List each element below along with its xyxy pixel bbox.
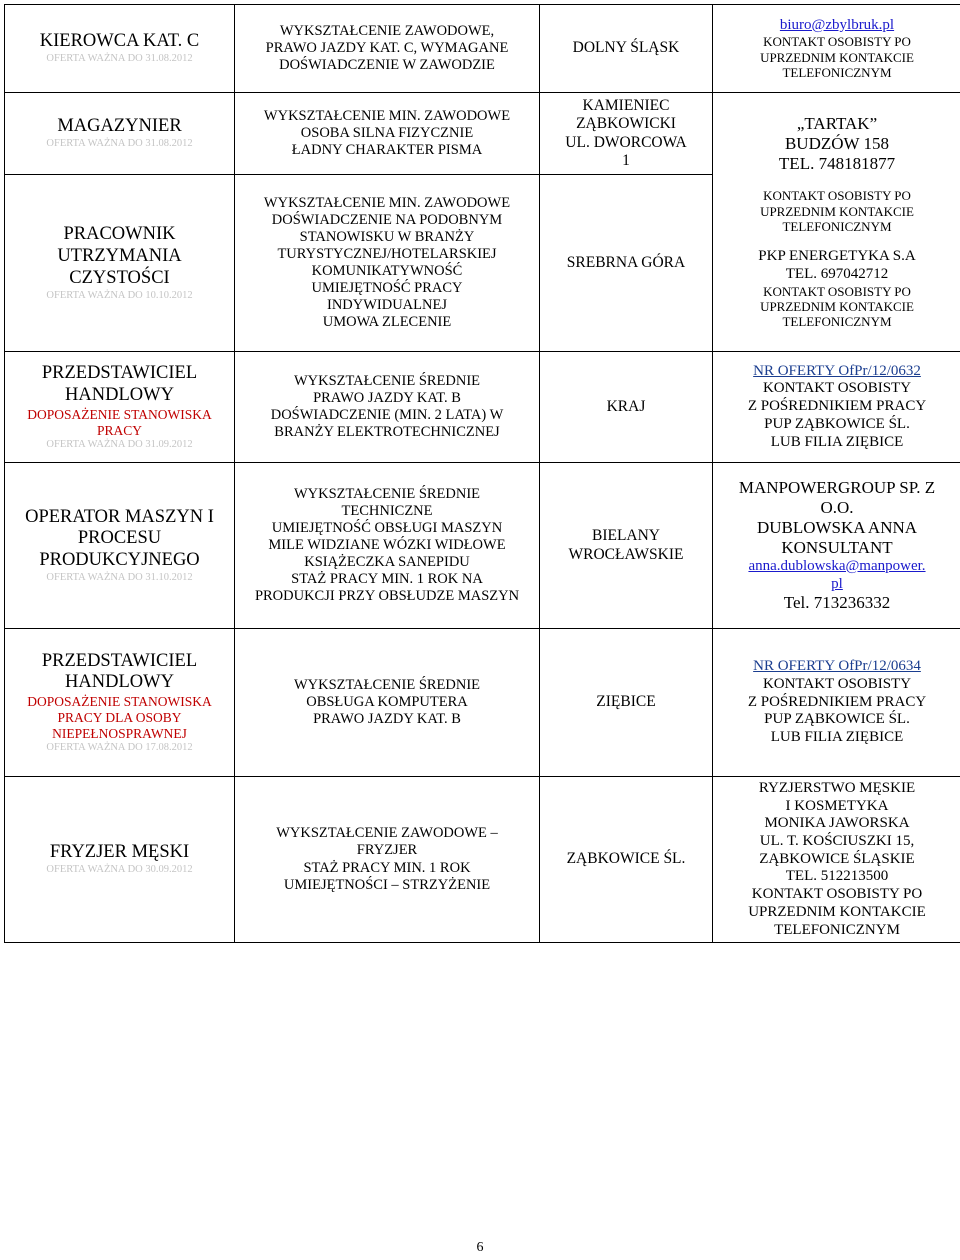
requirements-cell bbox=[235, 463, 540, 629]
contact-line: TELEFONICZNYM bbox=[782, 314, 892, 330]
location-line: 1 bbox=[622, 151, 630, 169]
offer-validity: OFERTA WAŻNA DO 17.08.2012 bbox=[46, 742, 193, 754]
contact-line: UPRZEDNIM KONTAKCIE bbox=[760, 49, 914, 65]
location-line: ZIĘBICE bbox=[596, 693, 656, 711]
contact-line: KONTAKT OSOBISTY PO bbox=[763, 188, 911, 204]
offer-validity: OFERTA WAŻNA DO 30.09.2012 bbox=[46, 864, 193, 876]
offer-number: NR OFERTY OfPr/12/0632 bbox=[753, 362, 921, 379]
contact-line: TELEFONICZNYM bbox=[774, 921, 900, 938]
job-position: FRYZJER MĘSKI bbox=[49, 842, 190, 863]
contact-line: ZĄBKOWICE ŚLĄSKIE bbox=[759, 850, 915, 867]
requirement-line: TURYSTYCZNEJ/HOTELARSKIEJ bbox=[277, 245, 497, 262]
location-line: UL. DWORCOWA bbox=[565, 133, 687, 151]
requirements-cell bbox=[235, 5, 540, 93]
requirement-line: PRAWO JAZDY KAT. B bbox=[313, 711, 461, 728]
requirements-cell bbox=[235, 93, 540, 175]
job-position: OPERATOR MASZYN I PROCESU PRODUKCYJNEGO bbox=[25, 506, 214, 571]
location-line: WROCŁAWSKIE bbox=[568, 545, 684, 563]
job-title-cell bbox=[5, 777, 235, 943]
contact-line: TEL. 697042712 bbox=[785, 266, 889, 283]
requirement-line: DOŚWIADCZENIE (MIN. 2 LATA) W bbox=[270, 407, 504, 423]
job-title-cell bbox=[5, 463, 235, 629]
requirement-line: STAŻ PRACY MIN. 1 ROK NA bbox=[291, 571, 483, 588]
job-position: PRACOWNIK UTRZYMANIA CZYSTOŚCI bbox=[57, 224, 182, 288]
requirement-line: UMIEJĘTNOŚĆ PRACY bbox=[311, 280, 463, 297]
table-row bbox=[5, 463, 960, 629]
contact-line: Z POŚREDNIKIEM PRACY bbox=[747, 398, 927, 415]
requirement-line: KOMUNIKATYWNOŚĆ bbox=[311, 263, 463, 279]
job-offers-body bbox=[5, 5, 960, 943]
contact-line: TEL. 512213500 bbox=[785, 868, 889, 885]
contact-line: BUDZÓW 158 bbox=[784, 134, 890, 154]
requirement-line: KSIĄŻECZKA SANEPIDU bbox=[304, 554, 470, 571]
contact-line: KONTAKT OSOBISTY PO bbox=[763, 34, 911, 50]
location-cell bbox=[540, 5, 713, 93]
table-row bbox=[5, 777, 960, 943]
offer-validity: OFERTA WAŻNA DO 31.08.2012 bbox=[46, 53, 193, 65]
job-subsidy-note: DOPOSAŻENIE STANOWISKA PRACY bbox=[27, 406, 212, 438]
requirement-line: STANOWISKU W BRANŻY bbox=[299, 228, 475, 245]
offer-validity: OFERTA WAŻNA DO 31.10.2012 bbox=[46, 572, 193, 584]
contact-cell bbox=[713, 463, 960, 629]
location-cell bbox=[540, 93, 713, 175]
contact-line: MONIKA JAWORSKA bbox=[764, 815, 910, 832]
requirement-line: PRAWO JAZDY KAT. C, WYMAGANE bbox=[265, 39, 509, 56]
location-line: BIELANY bbox=[591, 527, 661, 545]
requirement-line: OBSŁUGA KOMPUTERA bbox=[306, 693, 468, 710]
requirement-line: DOŚWIADCZENIE W ZAWODZIE bbox=[279, 57, 495, 74]
contact-line: KONTAKT OSOBISTY PO bbox=[751, 886, 923, 903]
contact-cell bbox=[713, 629, 960, 777]
contact-line: KONTAKT OSOBISTY bbox=[762, 675, 912, 692]
contact-line: TELEFONICZNYM bbox=[782, 219, 892, 235]
contact-spacer bbox=[718, 234, 956, 248]
location-line: SREBRNA GÓRA bbox=[566, 253, 686, 271]
table-row bbox=[5, 5, 960, 93]
contact-line: TEL. 748181877 bbox=[778, 154, 896, 174]
table-row bbox=[5, 629, 960, 777]
offer-validity: OFERTA WAŻNA DO 31.08.2012 bbox=[46, 138, 193, 150]
contact-line: LUB FILIA ZIĘBICE bbox=[770, 433, 904, 450]
requirements-cell bbox=[235, 352, 540, 463]
requirement-line: WYKSZTAŁCENIE ZAWODOWE – bbox=[276, 825, 498, 842]
contact-cell bbox=[713, 93, 960, 352]
location-cell bbox=[540, 175, 713, 352]
contact-email-link[interactable]: pl bbox=[831, 575, 843, 592]
location-line: DOLNY ŚLĄSK bbox=[572, 39, 680, 57]
requirement-line: TECHNICZNE bbox=[341, 502, 433, 519]
contact-line: LUB FILIA ZIĘBICE bbox=[770, 729, 904, 746]
requirement-line: MILE WIDZIANE WÓZKI WIDŁOWE bbox=[268, 536, 506, 553]
location-cell bbox=[540, 629, 713, 777]
job-title-cell bbox=[5, 93, 235, 175]
requirement-line: BRANŻY ELEKTROTECHNICZNEJ bbox=[274, 424, 500, 441]
contact-line: UL. T. KOŚCIUSZKI 15, bbox=[759, 833, 915, 850]
requirement-line: ŁADNY CHARAKTER PISMA bbox=[291, 142, 483, 159]
requirement-line: UMIEJĘTNOŚĆ OBSŁUGI MASZYN bbox=[271, 519, 503, 536]
job-title-cell bbox=[5, 175, 235, 352]
location-line: KRAJ bbox=[606, 397, 646, 415]
requirement-line: WYKSZTAŁCENIE MIN. ZAWODOWE bbox=[263, 194, 511, 211]
requirement-line: UMOWA ZLECENIE bbox=[322, 314, 452, 331]
contact-line: „TARTAK” bbox=[796, 114, 878, 134]
location-cell bbox=[540, 777, 713, 943]
contact-cell bbox=[713, 352, 960, 463]
location-line: ZĄBKOWICE ŚL. bbox=[566, 850, 686, 868]
contact-line: MANPOWERGROUP SP. Z bbox=[738, 477, 936, 497]
contact-line: TELEFONICZNYM bbox=[782, 65, 892, 80]
job-offers-table bbox=[4, 4, 960, 943]
job-title-cell bbox=[5, 629, 235, 777]
requirement-line: PRODUKCJI PRZY OBSŁUDZE MASZYN bbox=[254, 588, 520, 605]
job-position: KIEROWCA KAT. C bbox=[39, 31, 200, 52]
contact-line: PUP ZĄBKOWICE ŚL. bbox=[764, 711, 910, 728]
requirement-line: FRYZJER bbox=[356, 842, 418, 859]
requirement-line: PRAWO JAZDY KAT. B bbox=[313, 389, 461, 406]
offer-number: NR OFERTY OfPr/12/0634 bbox=[753, 658, 921, 675]
contact-line: KONSULTANT bbox=[781, 537, 893, 557]
table-row bbox=[5, 93, 960, 175]
contact-spacer bbox=[718, 174, 956, 188]
contact-line: PKP ENERGETYKA S.A bbox=[758, 248, 916, 265]
requirement-line: WYKSZTAŁCENIE ŚREDNIE bbox=[293, 372, 481, 389]
contact-cell bbox=[713, 777, 960, 943]
location-line: KAMIENIEC bbox=[582, 96, 670, 114]
requirement-line: WYKSZTAŁCENIE ŚREDNIE bbox=[293, 485, 481, 502]
requirement-line: WYKSZTAŁCENIE MIN. ZAWODOWE bbox=[263, 107, 511, 124]
contact-line: UPRZEDNIM KONTAKCIE bbox=[760, 299, 914, 315]
location-line: ZĄBKOWICKI bbox=[576, 115, 676, 133]
job-position: PRZEDSTAWICIEL HANDLOWY bbox=[41, 363, 198, 405]
contact-email-link[interactable]: biuro@zbylbruk.pl bbox=[779, 16, 895, 33]
contact-line: DUBLOWSKA ANNA bbox=[756, 517, 918, 537]
requirement-line: DOŚWIADCZENIE NA PODOBNYM bbox=[271, 211, 503, 228]
page-number: 6 bbox=[476, 1240, 484, 1255]
contact-line: UPRZEDNIM KONTAKCIE bbox=[748, 903, 926, 920]
requirement-line: STAŻ PRACY MIN. 1 ROK bbox=[303, 859, 471, 876]
job-position: MAGAZYNIER bbox=[57, 116, 182, 137]
contact-cell bbox=[713, 5, 960, 93]
requirement-line: WYKSZTAŁCENIE ŚREDNIE bbox=[293, 676, 481, 693]
contact-email-link[interactable]: anna.dublowska@manpower. bbox=[748, 557, 926, 574]
offer-validity: OFERTA WAŻNA DO 31.09.2012 bbox=[46, 438, 193, 450]
job-title-cell bbox=[5, 352, 235, 463]
requirement-line: WYKSZTAŁCENIE ZAWODOWE, bbox=[279, 22, 495, 39]
contact-line: KONTAKT OSOBISTY bbox=[762, 380, 912, 397]
contact-line: I KOSMETYKA bbox=[785, 797, 889, 814]
job-position: PRZEDSTAWICIEL HANDLOWY bbox=[41, 650, 198, 693]
offer-validity: OFERTA WAŻNA DO 10.10.2012 bbox=[46, 289, 193, 301]
requirement-line: UMIEJĘTNOŚCI – STRZYŻENIE bbox=[283, 876, 491, 893]
contact-line: O.O. bbox=[820, 497, 854, 517]
contact-line: Tel. 713236332 bbox=[783, 593, 891, 613]
requirement-line: INDYWIDUALNEJ bbox=[326, 297, 447, 314]
requirement-line: OSOBA SILNA FIZYCZNIE bbox=[300, 124, 474, 141]
contact-line: Z POŚREDNIKIEM PRACY bbox=[747, 693, 927, 710]
requirements-cell bbox=[235, 175, 540, 352]
contact-line: UPRZEDNIM KONTAKCIE bbox=[760, 203, 914, 219]
location-cell bbox=[540, 463, 713, 629]
contact-line: PUP ZĄBKOWICE ŚL. bbox=[764, 415, 910, 432]
job-subsidy-note: DOPOSAŻENIE STANOWISKA PRACY DLA OSOBY NIEPEŁNOSPRAWNEJ bbox=[27, 694, 212, 742]
requirements-cell bbox=[235, 629, 540, 777]
contact-line: RYZJERSTWO MĘSKIE bbox=[758, 780, 916, 796]
requirements-cell bbox=[235, 777, 540, 943]
location-cell bbox=[540, 352, 713, 463]
contact-line: KONTAKT OSOBISTY PO bbox=[763, 283, 911, 299]
table-row bbox=[5, 352, 960, 463]
job-title-cell bbox=[5, 5, 235, 93]
